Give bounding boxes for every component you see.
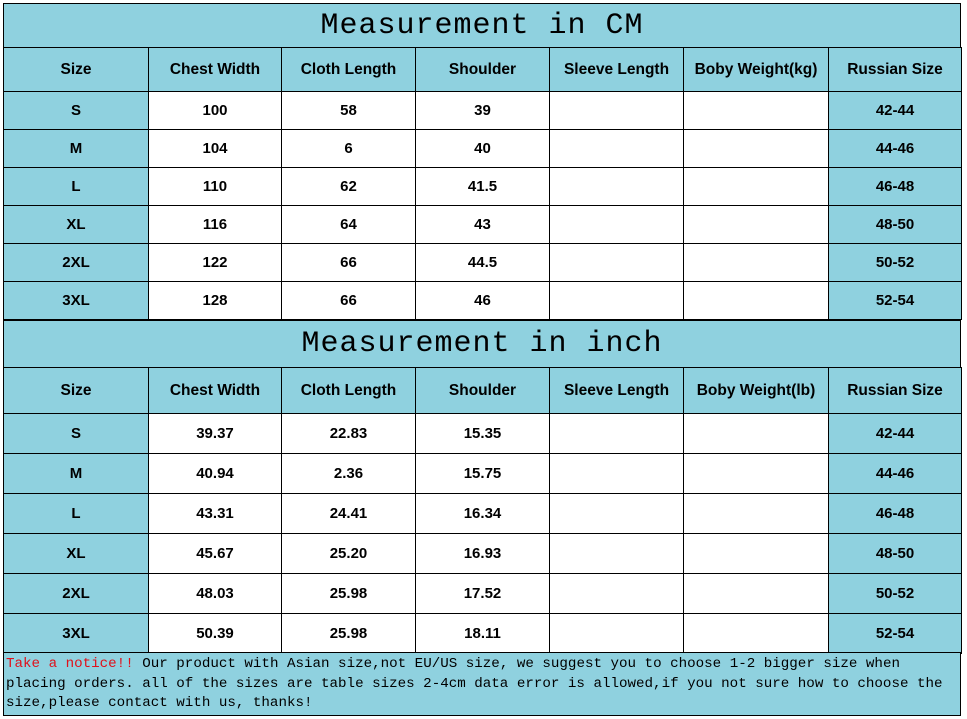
cell-size: S (4, 92, 149, 130)
cell-size: 3XL (4, 614, 149, 654)
cell-russian-size: 46-48 (829, 494, 962, 534)
cell-chest-width: 110 (149, 168, 282, 206)
cell-size: XL (4, 206, 149, 244)
cell-chest-width: 45.67 (149, 534, 282, 574)
table-row (4, 168, 962, 206)
cell-shoulder: 15.75 (416, 454, 550, 494)
notice-lead: Take a notice!! (6, 656, 134, 672)
cell-sleeve-length (550, 282, 684, 320)
column-header-body-weight: Boby Weight(kg) (684, 48, 829, 92)
cell-sleeve-length (550, 244, 684, 282)
cell-chest-width: 39.37 (149, 414, 282, 454)
cell-shoulder: 15.35 (416, 414, 550, 454)
cell-cloth-length: 66 (282, 282, 416, 320)
cell-shoulder: 41.5 (416, 168, 550, 206)
cell-cloth-length: 6 (282, 130, 416, 168)
cell-cloth-length: 66 (282, 244, 416, 282)
cell-size: 2XL (4, 244, 149, 282)
cell-chest-width: 48.03 (149, 574, 282, 614)
cell-shoulder: 16.34 (416, 494, 550, 534)
cell-size: 3XL (4, 282, 149, 320)
cell-size: S (4, 414, 149, 454)
cm-section-title: Measurement in CM (3, 3, 961, 48)
inch-size-table (3, 367, 962, 654)
cell-sleeve-length (550, 614, 684, 654)
cell-cloth-length: 62 (282, 168, 416, 206)
cell-russian-size: 50-52 (829, 574, 962, 614)
cell-sleeve-length (550, 534, 684, 574)
cell-cloth-length: 58 (282, 92, 416, 130)
cell-russian-size: 42-44 (829, 92, 962, 130)
cell-sleeve-length (550, 414, 684, 454)
table-row (4, 92, 962, 130)
cell-body-weight (684, 244, 829, 282)
column-header-cloth-length: Cloth Length (282, 368, 416, 414)
table-row (4, 130, 962, 168)
header-row (4, 48, 962, 92)
table-row (4, 206, 962, 244)
cell-cloth-length: 25.20 (282, 534, 416, 574)
column-header-body-weight: Boby Weight(lb) (684, 368, 829, 414)
cell-chest-width: 128 (149, 282, 282, 320)
cell-shoulder: 17.52 (416, 574, 550, 614)
cell-body-weight (684, 130, 829, 168)
table-row (4, 454, 962, 494)
cell-shoulder: 43 (416, 206, 550, 244)
column-header-size: Size (4, 368, 149, 414)
column-header-shoulder: Shoulder (416, 368, 550, 414)
table-row (4, 244, 962, 282)
cell-russian-size: 44-46 (829, 454, 962, 494)
cell-chest-width: 40.94 (149, 454, 282, 494)
cell-cloth-length: 25.98 (282, 574, 416, 614)
cell-russian-size: 42-44 (829, 414, 962, 454)
cell-sleeve-length (550, 168, 684, 206)
cell-body-weight (684, 282, 829, 320)
inch-section-title: Measurement in inch (3, 320, 961, 368)
cell-chest-width: 104 (149, 130, 282, 168)
cell-russian-size: 48-50 (829, 534, 962, 574)
notice-body: Our product with Asian size,not EU/US size, we suggest you to choose 1-2 bigger size when placing orders. all of the sizes are table sizes 2-4cm data error is allowed,if you not sure how to choose the size,please contact with us, thanks! (6, 656, 943, 711)
cell-size: 2XL (4, 574, 149, 614)
table-row (4, 534, 962, 574)
cell-size: XL (4, 534, 149, 574)
cell-sleeve-length (550, 454, 684, 494)
cell-chest-width: 50.39 (149, 614, 282, 654)
cell-size: L (4, 168, 149, 206)
size-notice (3, 652, 961, 716)
cell-shoulder: 18.11 (416, 614, 550, 654)
cell-body-weight (684, 414, 829, 454)
cell-body-weight (684, 534, 829, 574)
table-row (4, 282, 962, 320)
column-header-russian-size: Russian Size (829, 48, 962, 92)
cm-size-table (3, 47, 962, 320)
cell-body-weight (684, 206, 829, 244)
cell-cloth-length: 25.98 (282, 614, 416, 654)
cell-body-weight (684, 574, 829, 614)
column-header-sleeve-length: Sleeve Length (550, 48, 684, 92)
table-row (4, 494, 962, 534)
cell-shoulder: 44.5 (416, 244, 550, 282)
cell-russian-size: 46-48 (829, 168, 962, 206)
table-row (4, 574, 962, 614)
cell-body-weight (684, 494, 829, 534)
cell-body-weight (684, 168, 829, 206)
cell-cloth-length: 64 (282, 206, 416, 244)
cell-cloth-length: 22.83 (282, 414, 416, 454)
cell-sleeve-length (550, 574, 684, 614)
cell-sleeve-length (550, 494, 684, 534)
cell-body-weight (684, 454, 829, 494)
cell-russian-size: 44-46 (829, 130, 962, 168)
cell-body-weight (684, 92, 829, 130)
cell-sleeve-length (550, 206, 684, 244)
column-header-chest-width: Chest Width (149, 48, 282, 92)
cell-russian-size: 48-50 (829, 206, 962, 244)
table-row (4, 414, 962, 454)
cell-sleeve-length (550, 92, 684, 130)
header-row (4, 368, 962, 414)
cell-chest-width: 122 (149, 244, 282, 282)
column-header-shoulder: Shoulder (416, 48, 550, 92)
cell-size: M (4, 454, 149, 494)
cell-size: M (4, 130, 149, 168)
column-header-russian-size: Russian Size (829, 368, 962, 414)
column-header-chest-width: Chest Width (149, 368, 282, 414)
cell-russian-size: 50-52 (829, 244, 962, 282)
cell-size: L (4, 494, 149, 534)
cell-chest-width: 43.31 (149, 494, 282, 534)
cell-chest-width: 100 (149, 92, 282, 130)
column-header-cloth-length: Cloth Length (282, 48, 416, 92)
cell-cloth-length: 24.41 (282, 494, 416, 534)
cell-body-weight (684, 614, 829, 654)
cell-chest-width: 116 (149, 206, 282, 244)
cell-russian-size: 52-54 (829, 614, 962, 654)
cell-shoulder: 46 (416, 282, 550, 320)
cell-shoulder: 16.93 (416, 534, 550, 574)
column-header-size: Size (4, 48, 149, 92)
cell-sleeve-length (550, 130, 684, 168)
cell-shoulder: 40 (416, 130, 550, 168)
table-row (4, 614, 962, 654)
column-header-sleeve-length: Sleeve Length (550, 368, 684, 414)
cell-cloth-length: 2.36 (282, 454, 416, 494)
cell-russian-size: 52-54 (829, 282, 962, 320)
cell-shoulder: 39 (416, 92, 550, 130)
